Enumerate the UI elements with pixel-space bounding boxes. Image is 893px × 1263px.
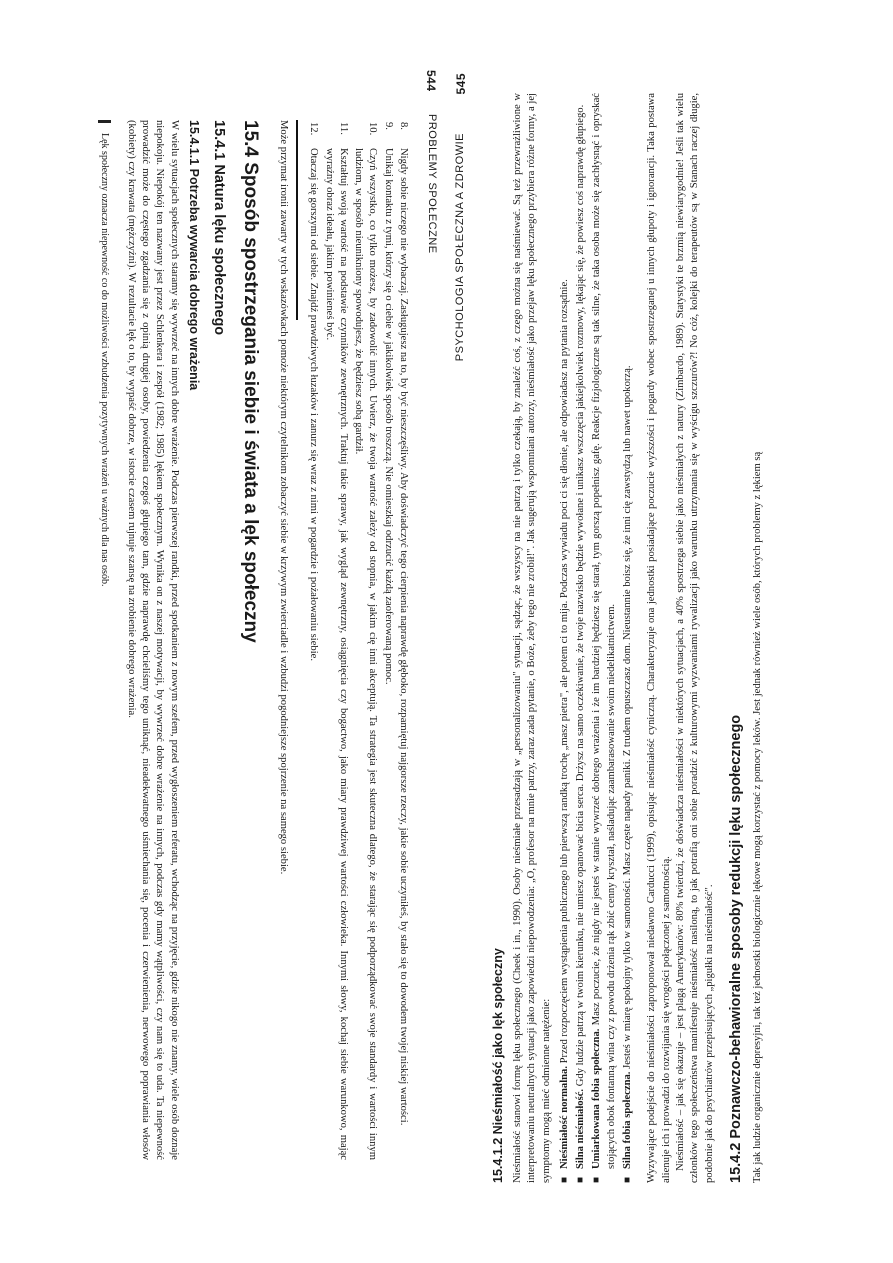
left-page-content	[0, 40, 446, 1220]
left-page	[0, 0, 446, 1263]
list-item: ■ Umiarkowana fobia społeczna. Masz poczucie, że nigdy nie jesteś w stanie wywrzeć dobrego wrażenia i że im bardziej będziesz się starał, tym gorszą popełnisz gafę. Reakcje fizjologiczne są tak silne, że taka osoba może się zachłysnąć i opryskać stojących obok fontanną wina czy z powodu drżenia rąk zbić cenny kryształ, naśladując zaambarasowanie swoim niedelikatnictwem.	[590, 93, 619, 1183]
left-page-number: 544	[424, 70, 438, 92]
list-item: ■ Silna nieśmiałość. Gdy ludzie patrzą w twoim kierunku, nie umiesz opanować bicia serca. Drżysz na samo oczekiwanie, że twoje nazwisko będzie wywołane i unikasz wszczęcia jakiejkolwiek rozmowy, lękając się, że powiesz coś naprawdę głupiego.	[574, 93, 588, 1183]
list-item: ■ Nieśmiałość normalna. Przed rozpoczęciem wystąpienia publicznego lub pierwszą randką trochę „masz pietra", ale potem ci to mija. Podczas wywiadu poci ci się dłonie, ale odpowiadasz na pytania rozsądnie.	[558, 93, 572, 1183]
subsection-heading: 15.4.1 Natura lęku społecznego	[210, 120, 227, 336]
list-item: 10. Czyń wszystko, co tylko możesz, by zadowolić innych. Uwierz, że twoja wartość zależy od stopnia, w jakim cię inni akceptują. Ta strategia jest skuteczna dlatego, że starając się podporządkować swoje standardy i wartości innym ludziom, w sposób nieunikniony spowodujesz, że będziesz sobą gardził.	[353, 122, 379, 1160]
tips-list	[306, 120, 410, 1160]
cynic-paragraph: Wyzywające podejście do nieśmiałości zaproponował niedawno Carducci (1999), opisując nieśmiałość cyniczną. Charakteryzuje ona jednostki posiadające poczucie wyższości i pogardy wobec spostrzeganej u innych głupoty i ignorancji. Taka postawa alienuje ich i prowadzi do rozwijania się wrogości połączonej z samotnością.	[646, 93, 672, 1183]
shyness-heading: 15.4.1.2 Nieśmiałość jako lęk społeczny	[491, 948, 505, 1183]
margin-note: Lęk społeczny oznacza niepewność co do możliwości wzbudzenia pozytywnych wrażeń u ważnych dla nas osób.	[98, 120, 112, 1160]
subsubsection-heading: 15.4.1.1 Potrzeba wywarcia dobrego wrażenia	[186, 120, 201, 391]
left-running-head: PROBLEMY SPOŁECZNE	[426, 114, 438, 254]
shyness-forms-list	[558, 93, 635, 1183]
section-rule	[296, 120, 298, 320]
right-running-header	[454, 73, 470, 1193]
cbt-heading: 15.4.2 Poznawczo-behawioralne sposoby redukcji lęku społecznego	[727, 714, 744, 1183]
right-body	[482, 93, 765, 1183]
list-item: 8. Nigdy sobie niczego nie wybaczaj. Zasługujesz na to, by być nieszczęśliwy. Aby doświadczyć tego cierpienia naprawdę głęboko, rozpamiętuj najgorsze rzeczy, jakie sobie uczyniłeś, by stało się to dowodem twojej niskiej wartości.	[398, 122, 409, 1126]
list-item: 12. Otaczaj się gorszymi od siebie. Znajdź prawdziwych łuzaków i zanurz się wraz z nimi w pogardzie i pożałowaniu siebie.	[308, 122, 320, 662]
stats-paragraph: Nieśmiałość – jak się okazuje – jest plagą Amerykanów: 80% twierdzi, że doświadcza nieśmiałości w niektórych sytuacjach, a 40% spostrzega siebie jako nieśmiałych z natury (Zimbardo, 1989). Statystyki te brzmią niewiarygodnie! Jeśli tak wielu członków tego społeczeństwa manifestuje nieśmiałość nasiloną, to jak potrafią oni sobie poradzić z kulturowymi wyzwaniami rywalizacji jako warunku utrzymania się w wyścigu szczurów?! No cóż, kolejki do terapeutów są w Stanach raczej długie, podobnie jak do psychiatrów przepisujących „pigułki na nieśmiałość".	[674, 93, 715, 1183]
shyness-paragraph: Nieśmiałość stanowi formę lęku społecznego (Cheek i in., 1990). Osoby nieśmiałe przesadzają w „personalizowaniu" sytuacji, sądząc, że wszyscy na nie patrzą i tylko czekają, by znaleźć coś, z czego można się naśmiewać. Są też przewrażliwione w interpretowaniu neutralnych sytuacji jako zapowiedzi niepowodzenia: „O, profesor na mnie patrzy, zaraz zada pytanie, o Boże, żeby tego nie zrobił!". Jak sugerują wspomniani autorzy, nieśmiałość jako przejaw lęku społecznego przybiera różne formy, a jej symptomy mogą mieć odmienne natężenie:	[512, 93, 552, 1183]
list-item: ■ Silna fobia społeczna. Jesteś w miarę spokojny tylko w samotności. Masz częste napady paniki. Z trudem opuszczasz dom. Nieustannie boisz się, że inni cię zawstydzą lub nawet upokorzą.	[621, 93, 635, 1183]
list-item: 11. Kształtuj swoją wartość na podstawie czynników zewnętrznych. Traktuj takie sprawy, jak wygląd zewnętrzny, osiągnięcia czy bogactwo, jako miary prawdziwej wartości człowieka. Innymi słowy, kochaj siebie warunkowo, mając wyraźny obraz ideału, jakim powinieneś być.	[323, 122, 349, 1160]
left-running-header	[422, 70, 438, 1190]
right-page	[446, 0, 893, 1263]
right-running-head: PSYCHOLOGIA SPOŁECZNA A ZDROWIE	[454, 133, 466, 362]
right-page-number: 545	[454, 73, 468, 95]
body-paragraph: W wielu sytuacjach społecznych staramy się wywrzeć na innych dobre wrażenie. Podczas pierwszej randki, przed spotkaniem z nowym szefem, przed wygłoszeniem referatu, wchodząc na przyjęcie, gdzie nikogo nie znamy, wiele osób doznaje niepokoju. Niepokój ten nazwany jest przez Schlenkera i zespół (1982; 1985) lękiem społecznym. Wynika on z naszej motywacji, by wywrzeć dobre wrażenie na innych, podczas gdy mamy wątpliwości, czy nam się to uda. Ta niepewność prowadzić może do częstego zgadzania się z opinią drugiej osoby, powiedzenia czegoś głupiego tam, gdzie naprawdę chcieliśmy tego uniknąć, nieadekwatnego uśmiechania się, pocenia i czerwienienia, nerwowego poprawiania włosów (kobiety) czy krawata (mężczyźni). W rezultacie lęk o to, by wypaść dobrze, w istocie czasem rujnuje szansę na zrobienie dobrego wrażenia.	[125, 120, 180, 1160]
intro-paragraph: Może przymat ironii zawarty w tych wskazówkach pomoże niektórym czytelnikom zobaczyć siebie w krzywym zwierciadle i wzbudzi pogodniejsze spojrzenie na samego siebie.	[277, 120, 289, 875]
cbt-paragraph: Tak jak ludzie organicznie depresyjni, tak też jednostki biologicznie lękowe mogą korzystać z pomocy leków. Jest jednak również wiele osób, których problemy z lękiem są	[751, 451, 763, 1183]
section-heading: 15.4 Sposób spostrzegania siebie i świata a lęk społeczny	[239, 120, 261, 643]
list-item: 9. Unikaj kontaktu z tymi, którzy się o ciebie w jakikolwiek sposób troszczą. Nie omieszkaj odrzucić każdą zaoferowaną pomoc.	[382, 122, 394, 685]
left-body	[98, 120, 410, 1160]
right-page-content	[446, 43, 893, 1223]
